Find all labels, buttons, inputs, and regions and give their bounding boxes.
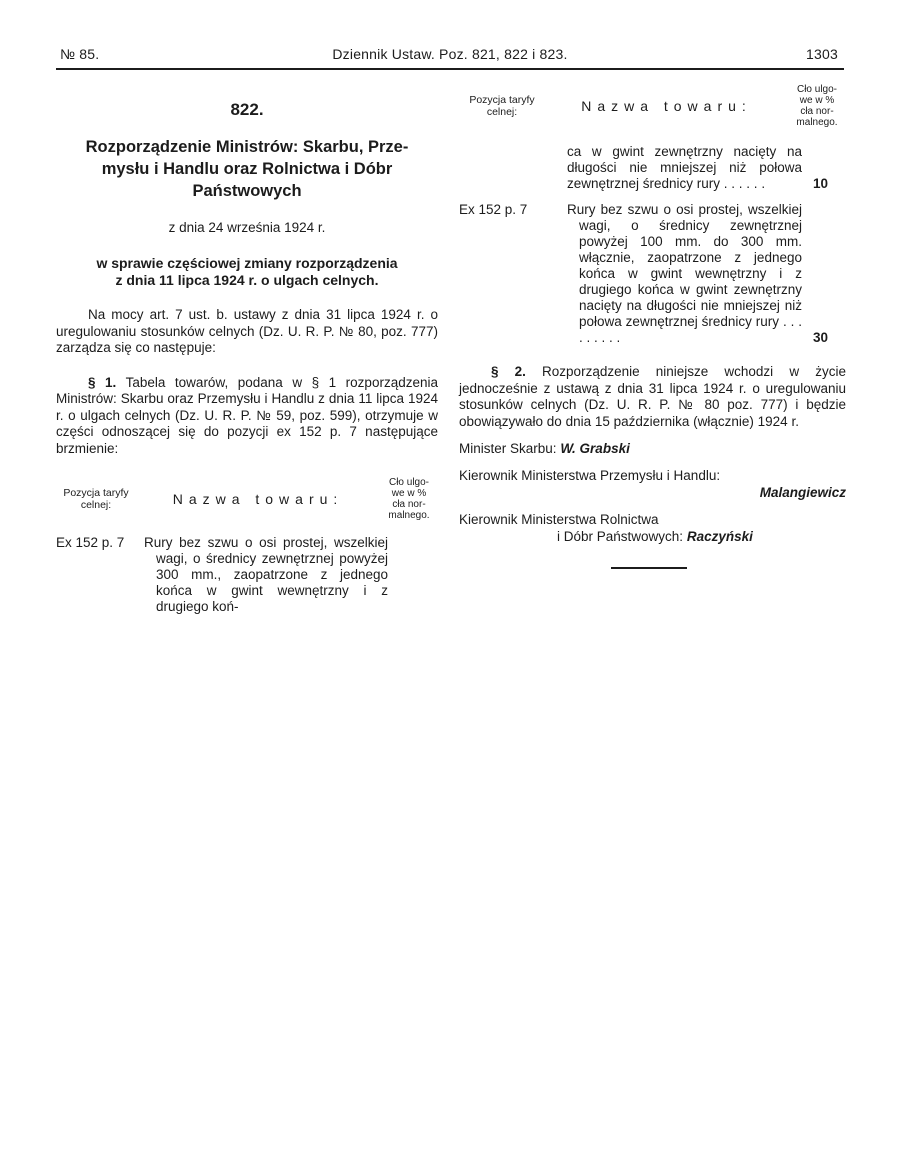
row-position: Ex 152 p. 7 [459,202,528,217]
act-title [56,136,438,202]
header-position-line: celnej: [486,106,518,118]
paragraph-2-text: Rozporządzenie niniejsze wchodzi w życie jednocześnie z ustawą z dnia 31 lipca 1924 r. o uregulowaniu stosunków celnych (Dz. U. R. P. № 80 poz. 777) i będzie obowiązywało do dnia 15 października (włącznie) 1924 r. [459,364,846,429]
paragraph-2-label: § 2. [491,364,526,379]
page-number: 1303 [806,46,838,62]
act-number: 822. [230,100,264,119]
signature-1 [459,440,846,457]
header-position-line: Pozycja taryfy [63,487,129,499]
act-title-line: Rozporządzenie Ministrów: Skarbu, Prze- [85,138,409,156]
header-duty-line: malnego. [388,510,430,521]
paragraph-2 [459,364,846,430]
table-row [56,535,438,615]
table-header [56,477,438,525]
header-duty [788,84,846,128]
header-duty-line: malnego. [796,117,838,128]
paragraph-1-text: Tabela towarów, podana w § 1 rozporządzenia Ministrów: Skarbu oraz Przemysłu i Handlu z dnia 11 lipca 1924 r. o ulgach celnych (Dz. U. R. P. № 59, poz. 599), otrzymuje w części odnoszącej się do pozycji ex 152 p. 7 następujące brzmienie: [56,374,438,456]
row-goods-text: Rury bez szwu o osi prostej, wszelkiej wagi, o średnicy zewnętrznej powyżej 300 mm., zaopatrzone z jednego końca w gwint wewnętrzny i z drugiego koń- [144,535,388,614]
signature-1-name: W. Grabski [560,441,630,456]
paragraph-1-label: § 1. [88,374,117,390]
signature-3-label-line [459,528,846,545]
header-duty-line: we w % [391,488,427,499]
act-title-line: Państwowych [192,182,302,200]
header-position-line: Pozycja taryfy [469,94,535,106]
header-position [459,94,545,118]
header-goods-name: Nazwa towaru: [172,491,344,507]
issue-number: № 85. [60,46,100,62]
signature-3-label-text: i Dóbr Państwowych: [557,529,684,544]
act-subject-line: z dnia 11 lipca 1924 r. o ulgach celnych. [115,272,379,288]
page-header [56,46,844,66]
right-column [459,84,846,569]
row-goods-text: Rury bez szwu o osi prostej, wszelkiej wagi, o średnicy zewnętrznej powyżej 100 mm. do 300 mm. włącznie, zaopatrzone z jednego końca w gwint wewnętrzny i z drugiego końca w gwint zewnętrzny nacięty na długości nie mniejszej niż połowa zewnętrznej średnicy rury . . . . . . . . . [567,202,802,345]
journal-title: Dziennik Ustaw. Poz. 821, 822 i 823. [332,46,568,62]
header-duty-line: cła nor- [392,499,426,510]
signature-3-label-line: Kierownik Ministerstwa Rolnictwa [459,512,659,527]
row-position: Ex 152 p. 7 [56,535,125,550]
row-duty: 10 [812,176,828,191]
signature-2-name: Malangiewicz [759,485,846,500]
header-duty-line: cła nor- [800,106,834,117]
act-date: z dnia 24 września 1924 r. [168,220,326,235]
header-duty-line: Cło ulgo- [796,84,838,95]
header-duty-line: we w % [799,95,835,106]
header-position [56,487,136,511]
paragraph-1 [56,375,438,458]
signature-2-label: Kierownik Ministerstwa Przemysłu i Handlu: [459,468,721,483]
signature-3 [459,511,846,545]
signature-3-name: Raczyński [686,529,753,544]
header-duty [380,477,438,521]
end-rule [611,567,687,569]
header-position-line: celnej: [80,499,112,511]
table-row [459,144,846,192]
signature-1-label: Minister Skarbu: [459,441,557,456]
table-row [459,202,846,346]
header-rule [56,68,844,70]
table-header [459,84,846,132]
act-subject [56,255,438,289]
row-goods-text: ca w gwint zewnętrzny nacięty na długości nie mniejszej niż połowa zewnętrznej średnicy rury . . . . . . [567,144,802,191]
header-goods-name: Nazwa towaru: [581,98,752,114]
header-duty-line: Cło ulgo- [388,477,430,488]
preamble: Na mocy art. 7 ust. b. ustawy z dnia 31 lipca 1924 r. o uregulowaniu stosunków celnych (Dz. U. R. P. № 80, poz. 777) zarządza się co następuje: [56,307,438,355]
act-subject-line: w sprawie częściowej zmiany rozporządzenia [96,255,398,271]
signature-2 [459,467,846,501]
left-column [56,84,438,615]
row-duty: 30 [812,330,828,345]
act-title-line: mysłu i Handlu oraz Rolnictwa i Dóbr [101,160,393,178]
